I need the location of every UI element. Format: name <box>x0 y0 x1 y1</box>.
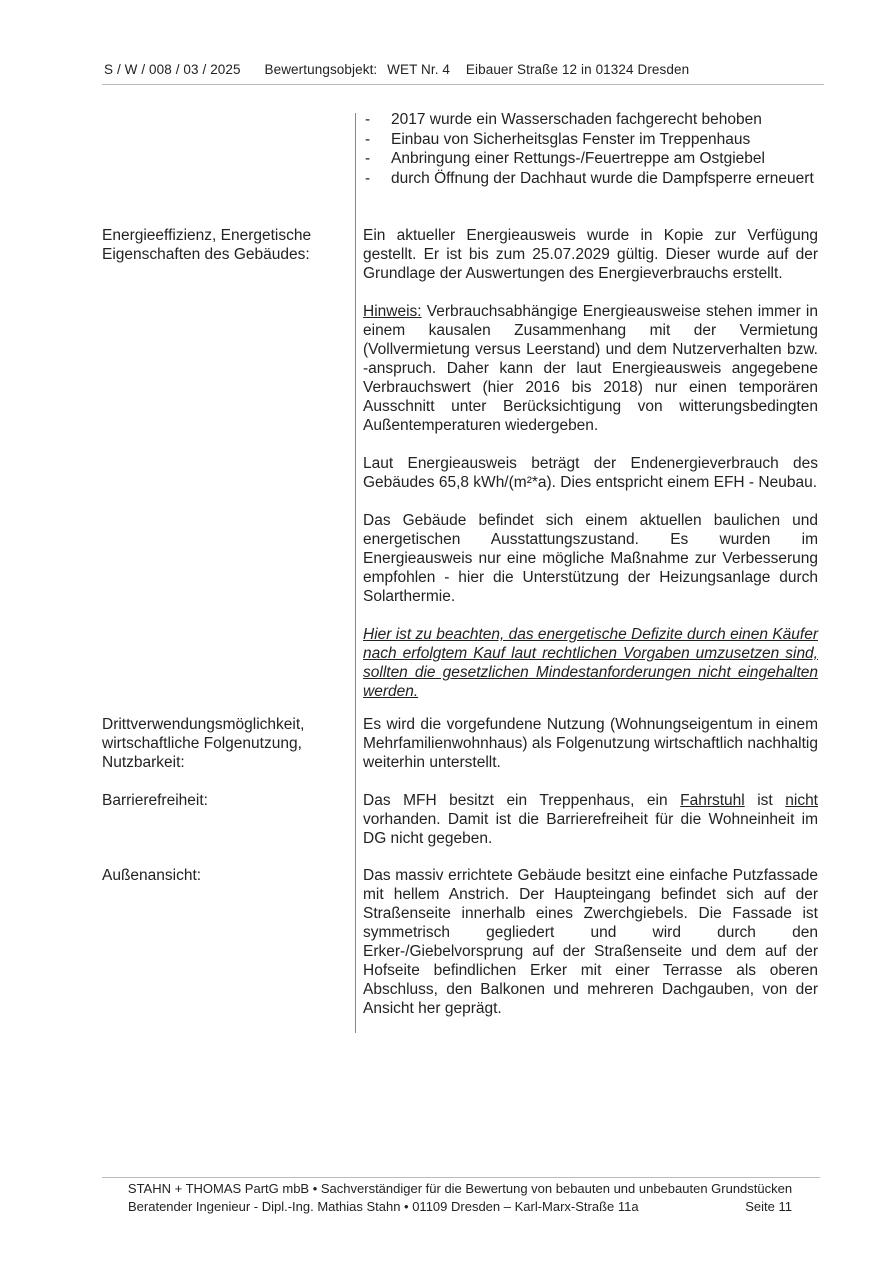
elevator-word: Fahrstuhl <box>680 792 745 809</box>
energy-paragraph: Ein aktueller Energieausweis wurde in Kopie zur Verfügung gestellt. Er ist bis zum 25.07.2029 gültig. Dieser wurde auf der Grundlage der Auswertungen des Energieverbrauchs erstellt. <box>363 227 818 282</box>
list-item: - 2017 wurde ein Wasserschaden fachgerecht behoben <box>363 110 818 130</box>
hint-text: Verbrauchsabhängige Energieausweise stehen immer in einem kausalen Zusammenhang mit der Vermietung (Vollvermietung versus Leerstand) und dem Nutzerverhalten bzw. -anspruch. Daher kann der laut Energieausweis angegebene Verbrauchswert (hier 2016 bis 2018) nur einen temporären Ausschnitt unter Berücksichtigung von witterungsbedingten Außentemperaturen wiedergeben. <box>363 303 818 434</box>
object-address: Eibauer Straße 12 in 01324 Dresden <box>465 62 690 77</box>
footer-address-line <box>100 1198 820 1216</box>
renovation-list <box>363 110 818 188</box>
hint-label: Hinweis: <box>363 303 422 320</box>
object-label: Bewertungsobjekt: <box>264 62 378 77</box>
footer-rule <box>102 1177 820 1178</box>
energy-section <box>363 226 818 701</box>
usage-text: Es wird die vorgefundene Nutzung (Wohnungseigentum in einem Mehrfamilienwohnhaus) als Folgenutzung wirtschaftlich nachhaltig weiterhin unterstellt. <box>363 716 818 771</box>
energy-consumption-paragraph: Laut Energieausweis beträgt der Endenergieverbrauch des Gebäudes 65,8 kWh/(m²*a). Dies entspricht einem EFH - Neubau. <box>363 455 818 491</box>
barrier-text <box>363 791 818 848</box>
footer-company-line: STAHN + THOMAS PartG mbB • Sachverständiger für die Bewertung von bebauten und unbebauten Grundstücken <box>127 1181 793 1196</box>
page-number: Seite 11 <box>745 1199 792 1214</box>
energy-label: Energieeffizienz, Energetische Eigenschaften des Gebäudes: <box>102 227 312 263</box>
page-footer <box>100 1180 820 1216</box>
list-item: - Anbringung einer Rettungs-/Feuertreppe am Ostgiebel <box>363 149 818 169</box>
energy-state-paragraph: Das Gebäude befindet sich einem aktuellen baulichen und energetischen Ausstattungszustand. Es wurden im Energieausweis nur eine mögliche Maßnahme zur Verbesserung empfohlen - hier die Unterstützung der Heizungsanlage durch Solarthermie. <box>363 512 818 605</box>
usage-label: Drittverwendungsmöglichkeit, wirtschaftliche Folgenutzung, Nutzbarkeit: <box>102 716 305 771</box>
barrier-label: Barrierefreiheit: <box>102 792 208 809</box>
barrier-text-part: vorhanden. Damit ist die Barrierefreiheit für die Wohneinheit im DG nicht gegeben. <box>363 811 818 847</box>
energy-note-paragraph: Hier ist zu beachten, das energetische Defizite durch einen Käufer nach erfolgtem Kauf laut rechtlichen Vorgaben umzusetzen sind, sollten die gesetzlichen Mindestanforderungen nicht eingehalten werden. <box>363 626 818 700</box>
header-rule <box>102 84 824 85</box>
barrier-text-part: Das MFH besitzt ein Treppenhaus, ein <box>363 792 681 809</box>
barrier-text-part: ist <box>744 792 786 809</box>
footer-address: Beratender Ingenieur - Dipl.-Ing. Mathias Stahn • 01109 Dresden – Karl-Marx-Straße 11a <box>128 1199 639 1214</box>
page-header <box>104 62 824 77</box>
list-item: - durch Öffnung der Dachhaut wurde die Dampfsperre erneuert <box>363 169 818 189</box>
exterior-text: Das massiv errichtete Gebäude besitzt eine einfache Putzfassade mit hellem Anstrich. Der Haupteingang befindet sich auf der Straßenseite innerhalb eines Zwerchgiebels. Die Fassade ist symmetrisch gegliedert und wird durch den Erker-/Giebelvorsprung auf der Straßenseite und dem auf der Hofseite befindlichen Erker mit einer Terrasse als oberen Abschluss, den Balkonen und mehreren Dachgauben, von der Ansicht her geprägt. <box>363 867 818 1017</box>
exterior-label: Außenansicht: <box>102 867 202 884</box>
list-item: - Einbau von Sicherheitsglas Fenster im Treppenhaus <box>363 130 818 150</box>
document-reference: S / W / 008 / 03 / 2025 <box>104 62 241 77</box>
unit-label: WET Nr. 4 <box>387 62 451 77</box>
column-divider <box>355 113 356 1033</box>
energy-hint-paragraph <box>363 302 818 435</box>
not-word: nicht <box>785 792 818 809</box>
